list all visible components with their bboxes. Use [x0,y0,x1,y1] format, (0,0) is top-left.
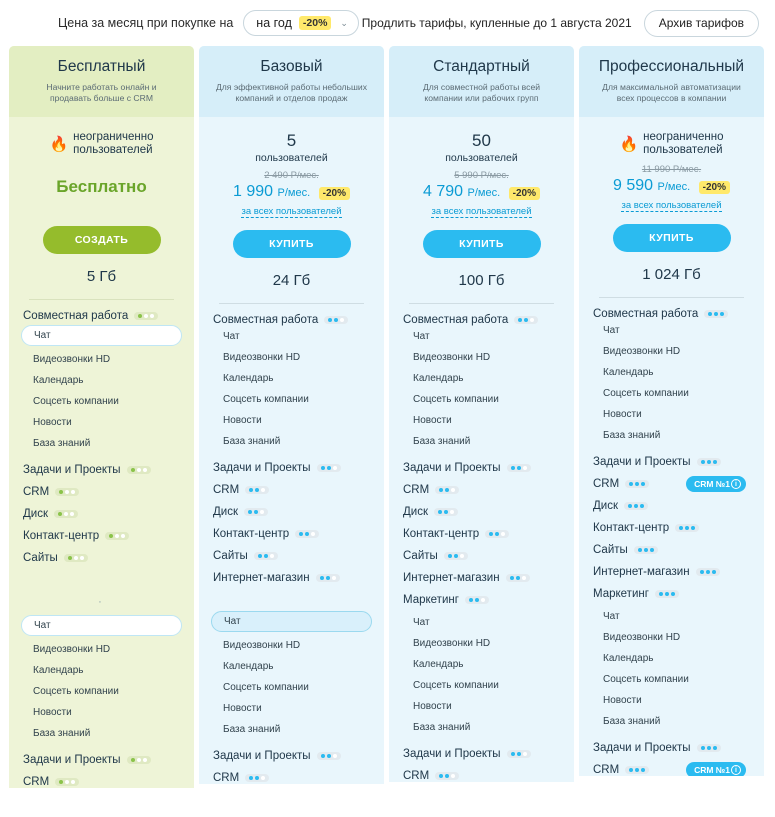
feature-item[interactable]: База знаний [413,435,471,447]
pips-indicator [55,488,79,496]
pips-indicator [697,744,721,752]
period-controls [58,10,359,36]
per-users-link[interactable]: за всех пользователей [431,205,532,217]
info-icon[interactable]: i [731,479,741,489]
group-label: Сайты [593,544,628,557]
per-users-link[interactable]: за всех пользователей [241,205,342,217]
group-row-tasks-2[interactable] [21,744,182,766]
buy-button[interactable]: КУПИТЬ [423,230,541,258]
feature-item[interactable]: Соцсеть компании [223,393,309,405]
feature-item[interactable]: База знаний [33,728,91,740]
price-value: 9 590 [613,177,654,195]
users-unlimited-line1: неограниченно [643,130,724,143]
group-row-contact-center[interactable] [591,512,752,534]
create-button[interactable]: СОЗДАТЬ [43,226,161,254]
per-users-wrap [21,197,182,213]
plan-name: Стандартный [433,58,530,75]
group-row-tasks-2[interactable] [591,732,752,754]
pips-indicator [317,464,341,472]
price-discount-badge: -20% [699,181,730,194]
group-label: Совместная работа [213,313,319,326]
group-label: Интернет-магазин [213,571,310,584]
feature-item[interactable]: Новости [603,409,642,421]
per-users-wrap [591,195,752,211]
group-row-tasks[interactable] [401,452,562,474]
group-row-disk[interactable] [21,498,182,520]
group-row-marketing[interactable] [401,584,562,606]
feature-item[interactable]: Чат [603,611,620,623]
feature-item[interactable]: Календарь [413,658,464,670]
feature-item[interactable]: Новости [223,414,262,426]
feature-item[interactable]: Чат [21,325,182,346]
price-period-label: Цена за месяц при покупке на [58,16,234,30]
group-label: Совместная работа [593,308,699,321]
spacer [21,564,182,588]
users-caption: пользователей [255,151,328,164]
users-count: 50 [472,130,491,150]
price-unit: Р/мес. [657,181,691,194]
group-row-tasks[interactable] [211,452,372,474]
feature-item[interactable]: Календарь [413,372,464,384]
group-row-crm[interactable] [401,474,562,496]
plan-name: Бесплатный [57,58,146,75]
feature-item[interactable]: Календарь [33,375,84,387]
group-label: Диск [403,505,428,518]
plan-header-basic [199,46,384,117]
pips-indicator [55,778,79,786]
pips-indicator [507,464,531,472]
group-label: CRM [593,764,620,777]
group-row-contact-center[interactable] [211,518,372,540]
group-label: CRM [403,769,430,782]
plan-name: Базовый [260,58,323,75]
pips-indicator [625,480,649,488]
pips-indicator [624,502,648,510]
plans-row [0,46,775,788]
feature-item[interactable]: Календарь [33,665,84,677]
feature-item[interactable]: Календарь [223,660,274,672]
flame-icon: 🔥 [49,135,69,153]
plan-card-standard[interactable] [389,46,574,782]
users-unlimited-text [643,131,723,159]
group-row-disk[interactable] [211,496,372,518]
users-unlimited-line2: пользователей [643,144,723,157]
plan-body-free [9,117,194,789]
pips-indicator [485,530,509,538]
pips-indicator [127,756,151,764]
old-price [21,164,182,176]
group-label: Задачи и Проекты [213,749,311,762]
plan-description: Для максимальной автоматизации всех процессов в компании [602,82,741,104]
pips-indicator [316,574,340,582]
feature-item[interactable]: Чат [603,325,620,337]
users-row [21,131,182,159]
group-row-crm-2[interactable] [211,762,372,784]
users-unlimited-text [73,131,153,159]
disk-size: 24 Гб [272,271,311,289]
renew-promo-text: Продлить тарифы, купленные до 1 августа 2021 [361,16,632,30]
old-price: 5 990 Р/мес. [454,169,509,181]
plan-header-standard [389,46,574,117]
group-label: Контакт-центр [593,522,670,535]
feature-item[interactable]: Соцсеть компании [33,396,119,408]
users-row [591,131,752,159]
buy-button[interactable]: КУПИТЬ [233,230,351,258]
disk-size: 1 024 Гб [642,266,701,284]
plan-card-basic[interactable] [199,46,384,784]
crm-badge-label: CRM №1 [694,479,730,490]
pips-indicator [244,508,268,516]
users-row [211,131,372,164]
plan-card-professional[interactable] [579,46,764,776]
group-label: Задачи и Проекты [593,742,691,755]
crm-number-one-badge[interactable] [686,476,746,492]
price-value: 1 990 [233,182,274,200]
feature-item[interactable]: Чат [211,611,372,632]
feature-item[interactable]: База знаний [33,438,91,450]
group-label: Диск [23,508,48,521]
users-count: 5 [286,130,297,150]
pips-indicator [704,310,728,318]
price-unit: Р/мес. [277,186,311,199]
feature-item[interactable]: Соцсеть компании [413,393,499,405]
group-row-collab[interactable] [21,300,182,322]
price-line [211,183,372,201]
price-discount-badge: -20% [509,187,540,200]
feature-item[interactable]: Чат [21,615,182,636]
pips-indicator [105,532,129,540]
group-label: Диск [213,505,238,518]
period-select-value: на год [256,16,292,30]
group-label: Задачи и Проекты [23,754,121,767]
pips-indicator [324,316,348,324]
period-discount-badge: -20% [299,16,332,30]
group-row-sites[interactable] [401,540,562,562]
per-users-wrap [401,201,562,217]
group-label: CRM [403,483,430,496]
group-label: Маркетинг [403,593,459,606]
group-row-crm-2[interactable] [401,760,562,782]
group-label: Маркетинг [593,588,649,601]
feature-item[interactable]: База знаний [603,716,661,728]
users-unlimited-line1: неограниченно [73,130,154,143]
feature-item[interactable]: База знаний [603,430,661,442]
group-row-sites[interactable] [21,542,182,564]
pips-indicator [134,312,158,320]
plan-body-basic [199,117,384,784]
buy-button[interactable]: КУПИТЬ [613,224,731,252]
group-row-disk[interactable] [591,490,752,512]
pips-indicator [634,546,658,554]
top-toolbar [0,0,775,46]
users-unlimited [21,131,182,159]
price-value: Бесплатно [56,177,147,197]
feature-item[interactable]: Новости [33,417,72,429]
group-row-crm[interactable] [591,468,752,490]
group-row-tasks[interactable] [21,454,182,476]
disk-size: 100 Гб [458,271,505,289]
price-line [401,183,562,201]
group-label: Задачи и Проекты [593,456,691,469]
feature-item[interactable]: Новости [33,707,72,719]
pips-indicator [444,552,468,560]
pips-indicator [675,524,699,532]
plan-description: Начните работать онлайн и продавать больше с CRM [46,82,157,104]
group-row-tasks-2[interactable] [401,738,562,760]
per-users-wrap [211,201,372,217]
feature-item[interactable]: База знаний [223,435,281,447]
feature-item[interactable]: Соцсеть компании [33,686,119,698]
ellipsis-marker: · [98,596,105,609]
pips-indicator [245,486,269,494]
feature-item[interactable]: Видеозвонки HD [603,632,681,644]
crm-badge-label: CRM №1 [694,765,730,776]
feature-item[interactable]: Видеозвонки HD [33,644,111,656]
group-row-sites[interactable] [591,534,752,556]
ellipsis-marker [211,584,372,608]
plan-description: Для эффективной работы небольших компаний и отделов продаж [215,82,368,104]
group-label: Совместная работа [403,313,509,326]
feature-item[interactable]: Соцсеть компании [603,388,689,400]
group-label: Задачи и Проекты [403,747,501,760]
group-row-eshop[interactable] [401,562,562,584]
price-line [21,177,182,197]
pips-indicator [506,574,530,582]
pips-indicator [435,772,459,780]
feature-item[interactable]: Календарь [603,367,654,379]
feature-item[interactable]: База знаний [223,723,281,735]
group-row-crm[interactable] [21,476,182,498]
group-label: Контакт-центр [23,530,100,543]
group-row-contact-center[interactable] [21,520,182,542]
crm-number-one-badge[interactable] [686,762,746,776]
plan-body-professional [579,117,764,777]
pips-indicator [64,554,88,562]
pips-indicator [295,530,319,538]
feature-item[interactable]: Календарь [603,653,654,665]
group-row-contact-center[interactable] [401,518,562,540]
group-row-tasks[interactable] [591,446,752,468]
per-users-link[interactable]: за всех пользователей [621,200,722,212]
plan-card-free[interactable] [9,46,194,788]
group-label: CRM [213,483,240,496]
group-label: Интернет-магазин [403,571,500,584]
group-row-eshop[interactable] [211,562,372,584]
feature-item[interactable]: Видеозвонки HD [223,351,301,363]
feature-item[interactable]: Соцсеть компании [603,674,689,686]
feature-item[interactable]: Новости [223,702,262,714]
price-line [591,177,752,195]
pips-indicator [655,590,679,598]
flame-icon: 🔥 [619,135,639,153]
group-row-sites[interactable] [211,540,372,562]
feature-item[interactable]: Календарь [223,372,274,384]
feature-item[interactable]: Чат [413,616,430,628]
pips-indicator [254,552,278,560]
group-row-collab[interactable] [591,298,752,320]
users-unlimited-line2: пользователей [73,144,153,157]
plan-body-standard [389,117,574,782]
feature-item[interactable]: Чат [223,330,240,342]
period-select[interactable] [243,10,359,36]
group-row-collab[interactable] [211,304,372,326]
feature-item[interactable]: Видеозвонки HD [413,637,491,649]
disk-size: 5 Гб [86,268,117,286]
old-price: 11 990 Р/мес. [641,164,702,176]
group-label: CRM [213,771,240,784]
group-label: Сайты [403,549,438,562]
feature-item[interactable]: Соцсеть компании [223,681,309,693]
group-label: CRM [23,486,50,499]
group-label: Контакт-центр [403,527,480,540]
feature-item[interactable]: Видеозвонки HD [603,346,681,358]
top-right-controls [362,10,759,37]
pips-indicator [435,486,459,494]
users-row [401,131,562,164]
users-unlimited [591,131,752,159]
group-label: Сайты [23,552,58,565]
feature-item[interactable]: Видеозвонки HD [413,351,491,363]
group-label: Задачи и Проекты [403,461,501,474]
pips-indicator [507,750,531,758]
pips-indicator [245,774,269,782]
group-row-crm-2[interactable] [591,754,752,776]
price-value: 4 790 [423,182,464,200]
feature-item[interactable]: База знаний [413,721,471,733]
pips-indicator [697,458,721,466]
group-row-crm-2[interactable] [21,766,182,788]
archive-plans-button[interactable]: Архив тарифов [644,10,759,37]
chevron-down-icon: ⌄ [340,17,348,28]
feature-item[interactable]: Новости [413,414,452,426]
group-row-crm[interactable] [211,474,372,496]
group-label: Сайты [213,549,248,562]
pips-indicator [465,596,489,604]
feature-item[interactable]: Видеозвонки HD [223,639,301,651]
feature-item[interactable]: Новости [603,695,642,707]
group-row-marketing[interactable] [591,578,752,600]
group-label: Совместная работа [23,310,129,323]
info-icon[interactable]: i [731,765,741,775]
group-row-disk[interactable] [401,496,562,518]
group-label: Диск [593,500,618,513]
group-label: Интернет-магазин [593,566,690,579]
group-row-tasks-2[interactable] [211,740,372,762]
group-label: CRM [23,776,50,789]
users-caption: пользователей [445,151,518,164]
price-unit: Р/мес. [467,186,501,199]
group-row-eshop[interactable] [591,556,752,578]
pips-indicator [434,508,458,516]
plan-name: Профессиональный [598,58,745,75]
group-label: Задачи и Проекты [213,461,311,474]
plan-header-professional [579,46,764,117]
plan-description: Для совместной работы всей компании или рабочих групп [422,82,541,104]
pips-indicator [127,466,151,474]
plan-header-free [9,46,194,117]
pips-indicator [514,316,538,324]
feature-item[interactable]: Соцсеть компании [413,679,499,691]
group-row-collab[interactable] [401,304,562,326]
pips-indicator [625,766,649,774]
feature-item[interactable]: Чат [413,330,430,342]
pips-indicator [317,752,341,760]
pips-indicator [54,510,78,518]
pips-indicator [696,568,720,576]
old-price: 2 490 Р/мес. [264,169,319,181]
group-label: Задачи и Проекты [23,464,121,477]
group-label: CRM [593,478,620,491]
feature-item[interactable]: Новости [413,700,452,712]
group-label: Контакт-центр [213,527,290,540]
price-discount-badge: -20% [319,187,350,200]
feature-item[interactable]: Видеозвонки HD [33,354,111,366]
